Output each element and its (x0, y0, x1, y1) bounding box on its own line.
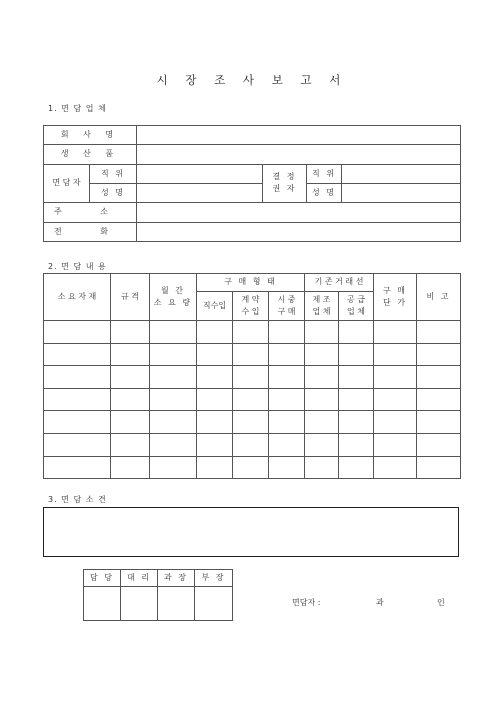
table-cell[interactable] (233, 343, 269, 366)
table-cell[interactable] (197, 411, 233, 434)
approval-header-manager: 담 당 (84, 570, 121, 587)
table-cell[interactable] (305, 343, 339, 366)
table-cell[interactable] (197, 321, 233, 344)
decision-maker-position-field[interactable] (342, 164, 461, 183)
table-cell[interactable] (339, 366, 374, 389)
table-cell[interactable] (305, 366, 339, 389)
decision-maker-label-line1: 결 정 (272, 172, 297, 182)
table-cell[interactable] (374, 456, 417, 479)
table-cell[interactable] (150, 343, 197, 366)
unit-price-header-line2: 단 가 (383, 298, 408, 307)
table-cell[interactable] (150, 321, 197, 344)
section-3-heading: 3. 면 담 소 견 (48, 495, 107, 504)
table-cell[interactable] (233, 433, 269, 456)
table-cell[interactable] (305, 411, 339, 434)
market-purchase-header (269, 292, 305, 321)
table-cell[interactable] (44, 411, 111, 434)
table-cell[interactable] (111, 321, 150, 344)
approval-sign-section-chief[interactable] (158, 587, 195, 621)
decision-maker-position-label: 직 위 (307, 164, 342, 183)
table-cell[interactable] (233, 388, 269, 411)
maker-header (305, 292, 339, 321)
table-cell[interactable] (111, 388, 150, 411)
monthly-usage-header-line2: 소 요 량 (153, 298, 193, 307)
table-cell[interactable] (197, 388, 233, 411)
company-name-label: 회 사 명 (44, 126, 137, 145)
interviewer-seal: 인 (437, 598, 445, 607)
table-row (44, 456, 461, 479)
table-cell[interactable] (44, 433, 111, 456)
table-cell[interactable] (197, 366, 233, 389)
purchase-type-header: 구 매 형 태 (197, 274, 305, 292)
market-purchase-header-line2: 구 매 (277, 307, 296, 316)
interviewer-dept: 과 (376, 598, 384, 607)
table-cell[interactable] (233, 456, 269, 479)
decision-maker-name-field[interactable] (342, 183, 461, 202)
table-cell[interactable] (150, 433, 197, 456)
spec-header: 규 격 (111, 274, 150, 321)
note-header: 비 고 (417, 274, 461, 321)
table-cell[interactable] (269, 343, 305, 366)
address-field[interactable] (137, 203, 461, 222)
table-cell[interactable] (233, 411, 269, 434)
table-cell[interactable] (233, 366, 269, 389)
product-label: 생 산 품 (44, 145, 137, 164)
table-cell[interactable] (111, 433, 150, 456)
approval-sign-deputy[interactable] (121, 587, 158, 621)
maker-header-line1: 제 조 (312, 294, 331, 304)
table-cell[interactable] (150, 456, 197, 479)
table-cell[interactable] (269, 321, 305, 344)
document-title: 시 장 조 사 보 고 서 (156, 73, 348, 87)
interviewee-position-label: 직 위 (90, 164, 137, 183)
market-purchase-header-line1: 시 중 (277, 294, 296, 304)
supplier-header-line1: 공 급 (347, 294, 366, 304)
company-table (43, 125, 461, 242)
contract-import-header-line1: 계 약 (241, 294, 260, 304)
decision-maker-label (263, 164, 307, 203)
table-cell[interactable] (269, 433, 305, 456)
table-cell[interactable] (197, 456, 233, 479)
table-cell[interactable] (233, 321, 269, 344)
product-field[interactable] (137, 145, 461, 164)
direct-import-header: 직수입 (197, 292, 233, 321)
table-cell[interactable] (339, 343, 374, 366)
approval-sign-department-head[interactable] (195, 587, 233, 621)
table-row (44, 411, 461, 434)
table-cell[interactable] (150, 366, 197, 389)
table-cell[interactable] (374, 343, 417, 366)
table-cell[interactable] (44, 321, 111, 344)
table-cell[interactable] (339, 456, 374, 479)
company-name-field[interactable] (137, 126, 461, 145)
table-cell[interactable] (305, 388, 339, 411)
existing-partner-header: 기 존 거 래 선 (305, 274, 374, 292)
material-header: 소 요 자 재 (44, 274, 111, 321)
contract-import-header-line2: 수 입 (241, 307, 260, 316)
table-cell[interactable] (269, 366, 305, 389)
table-cell[interactable] (339, 321, 374, 344)
table-cell[interactable] (374, 433, 417, 456)
table-cell[interactable] (269, 456, 305, 479)
interviewee-label: 면 담 자 (44, 164, 90, 203)
table-row (44, 366, 461, 389)
table-cell[interactable] (44, 456, 111, 479)
monthly-usage-header (150, 274, 197, 321)
supplier-header-line2: 업 체 (347, 307, 366, 316)
interviewer-label: 면담자 : (292, 598, 321, 607)
table-row (44, 321, 461, 344)
table-cell[interactable] (44, 366, 111, 389)
opinion-textbox[interactable] (43, 507, 459, 557)
approval-table (83, 569, 233, 621)
table-cell[interactable] (339, 388, 374, 411)
table-cell[interactable] (417, 321, 461, 344)
content-table (43, 273, 461, 479)
unit-price-header (374, 274, 417, 321)
address-label: 주 소 (44, 203, 137, 222)
table-cell[interactable] (374, 321, 417, 344)
phone-field[interactable] (137, 222, 461, 241)
contract-import-header (233, 292, 269, 321)
table-cell[interactable] (269, 388, 305, 411)
table-cell[interactable] (44, 343, 111, 366)
decision-maker-name-label: 성 명 (307, 183, 342, 202)
interviewee-position-field[interactable] (137, 164, 263, 183)
approval-header-deputy: 대 리 (121, 570, 158, 587)
approval-header-section-chief: 과 장 (158, 570, 195, 587)
table-cell[interactable] (150, 411, 197, 434)
table-cell[interactable] (374, 388, 417, 411)
table-cell[interactable] (44, 388, 111, 411)
approval-header-department-head: 부 장 (195, 570, 233, 587)
table-row (44, 433, 461, 456)
table-cell[interactable] (417, 343, 461, 366)
table-cell[interactable] (339, 411, 374, 434)
table-cell[interactable] (197, 433, 233, 456)
table-cell[interactable] (305, 321, 339, 344)
decision-maker-label-line2: 권 자 (272, 184, 297, 194)
interviewee-name-label: 성 명 (90, 183, 137, 202)
table-cell[interactable] (339, 433, 374, 456)
section-2-heading: 2. 면 담 내 용 (48, 262, 107, 271)
section-1-heading: 1. 면 담 업 체 (48, 104, 107, 113)
table-cell[interactable] (417, 411, 461, 434)
table-row (44, 388, 461, 411)
unit-price-header-line1: 구 매 (383, 285, 408, 295)
table-cell[interactable] (305, 456, 339, 479)
interviewee-name-field[interactable] (137, 183, 263, 202)
supplier-header (339, 292, 374, 321)
table-cell[interactable] (111, 366, 150, 389)
table-cell[interactable] (417, 366, 461, 389)
table-cell[interactable] (111, 411, 150, 434)
table-cell[interactable] (374, 366, 417, 389)
table-cell[interactable] (417, 456, 461, 479)
table-cell[interactable] (111, 456, 150, 479)
table-cell[interactable] (197, 343, 233, 366)
table-cell[interactable] (374, 411, 417, 434)
table-cell[interactable] (305, 433, 339, 456)
approval-sign-manager[interactable] (84, 587, 121, 621)
table-cell[interactable] (417, 388, 461, 411)
table-cell[interactable] (269, 411, 305, 434)
maker-header-line2: 업 체 (312, 307, 331, 316)
table-cell[interactable] (111, 343, 150, 366)
table-cell[interactable] (417, 433, 461, 456)
phone-label: 전 화 (44, 222, 137, 241)
table-cell[interactable] (150, 388, 197, 411)
table-row (44, 343, 461, 366)
monthly-usage-header-line1: 월 간 (161, 285, 185, 295)
